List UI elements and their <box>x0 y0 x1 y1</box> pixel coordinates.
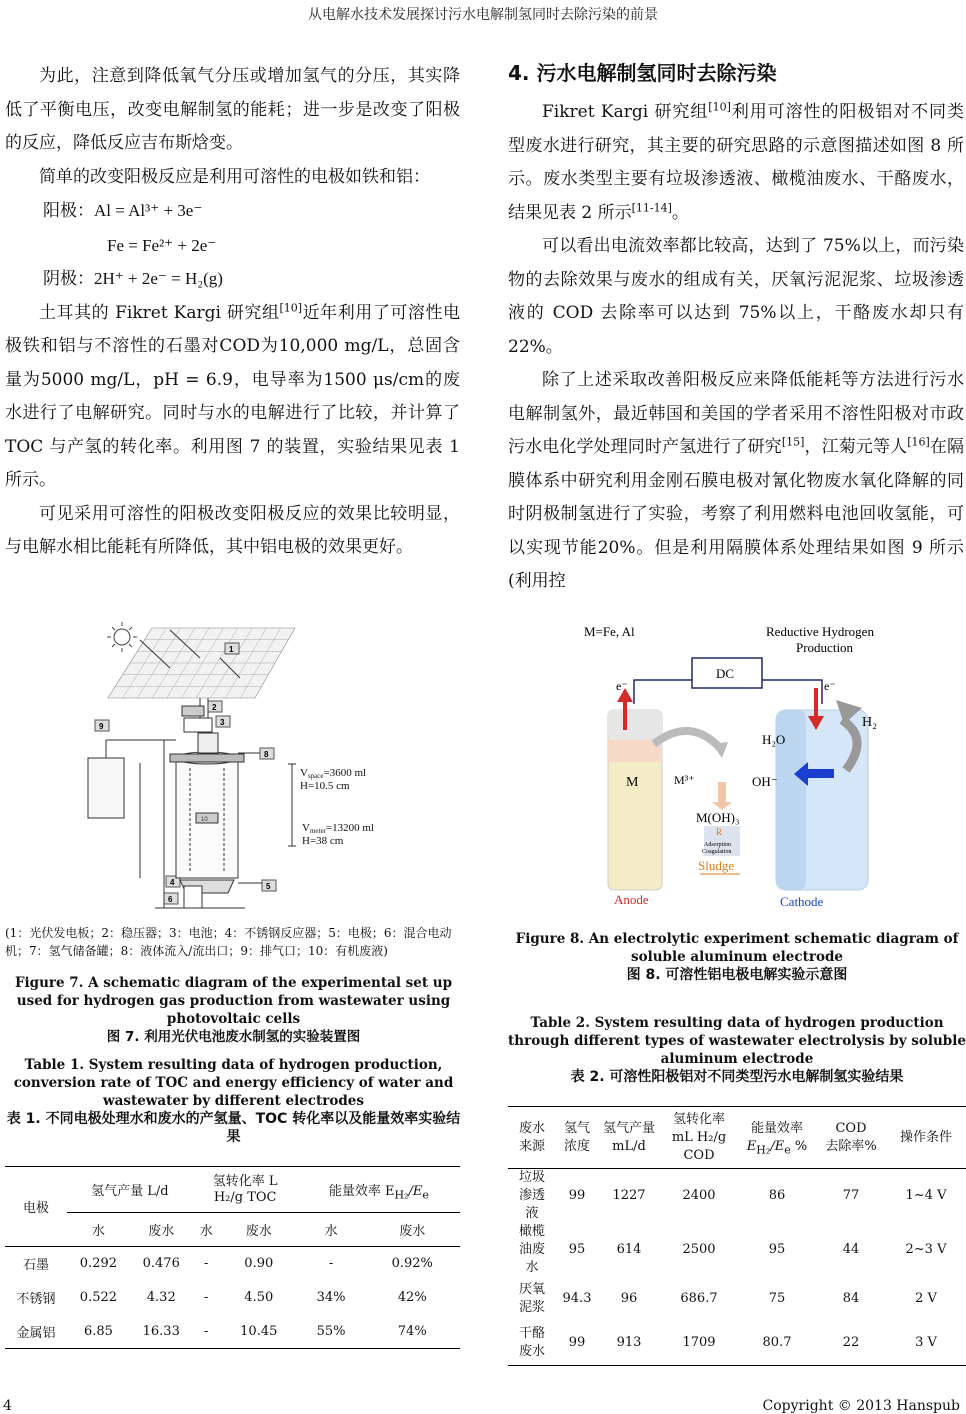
adsorption-label: Adsorption <box>704 842 731 848</box>
cell: 1227 <box>612 1188 646 1203</box>
th-yield: 氢气产量 L/d <box>67 1167 193 1213</box>
cell: 75 <box>768 1291 786 1306</box>
anode-label: 阳极： <box>43 201 94 221</box>
th-conversion-line1: 氢转化率 L <box>212 1173 278 1189</box>
label-3: 3 <box>220 718 225 727</box>
table-row <box>5 1281 460 1315</box>
figure-7-legend-note: (1：光伏发电板；2：稳压器；3：电池；4：不锈钢反应器；5：电极；6：混合电动机；7：氢气储备罐；8：液体流入/流出口；9：排气口；10：有机废液) <box>5 926 452 958</box>
e-right-label: e⁻ <box>824 679 836 693</box>
caption-en: Table 2. System resulting data of hydrogen production through different types of wastewater electrolysis by soluble aluminum electrode <box>508 1015 966 1067</box>
cell: 0.476 <box>142 1256 180 1272</box>
paragraph <box>508 364 964 599</box>
th-line: 氢转化率 <box>672 1111 725 1127</box>
h2o-label: H₂O <box>762 732 786 747</box>
th-yield <box>598 1107 660 1169</box>
m-label: M <box>626 775 639 790</box>
equation-fe: Fe = Fe²⁺ + 2e⁻ <box>107 235 217 255</box>
th-conc <box>556 1107 598 1169</box>
cell: 95 <box>568 1242 586 1257</box>
th-eff-sub: H₂ <box>394 1188 409 1202</box>
label-4: 4 <box>170 878 175 887</box>
cathode-label: 阴极： <box>43 269 94 289</box>
th-eff-div: /E <box>770 1138 785 1154</box>
cell: 86 <box>768 1188 786 1203</box>
cell: 1709 <box>682 1334 716 1350</box>
cell: 77 <box>842 1188 860 1203</box>
hydrogen-tank <box>88 740 176 908</box>
cell: 2500 <box>682 1242 716 1257</box>
page-number: 4 <box>3 1398 12 1414</box>
vmeter-label: Vmeter=13200 ml <box>302 822 374 835</box>
citation: [15] <box>781 435 805 449</box>
caption-zh: 表 2. 可溶性阳极铝对不同类型污水电解制氢实验结果 <box>570 1069 904 1085</box>
e-left-label: e⁻ <box>616 679 628 693</box>
cell: 0.90 <box>244 1256 274 1272</box>
caption-zh: 图 7. 利用光伏电池废水制氢的实验装置图 <box>106 1029 361 1045</box>
mfe-label: M=Fe, Al <box>584 624 635 639</box>
text-span: 除了上述采取改善阳极反应来降低能耗等方法进行污水电解制氢外，最近韩国和美国的学者采用不溶性阳极对市政污水电化学处理同时产氢进行了研究 <box>508 370 964 457</box>
th-waste: 废水 <box>148 1224 175 1239</box>
citation: [11-14] <box>631 200 672 214</box>
th-line: COD <box>683 1147 715 1163</box>
table-row <box>508 1223 966 1277</box>
th-waste: 废水 <box>245 1224 272 1239</box>
text-span: 在隔膜体系中研究利用金刚石膜电极对氰化物废水氧化降解的同时阴极制氢进行了实验，考察了利用燃料电池回收氢能，可以实现节能20%。但是利用隔膜体系处理结果如图 9 所示(利用控 <box>508 437 965 591</box>
paragraph: 可以看出电流效率都比较高，达到了 75%以上，而污染物的去除效果与废水的组成有关，厌氧污泥泥浆、垃圾渗透液的 COD 去除率可以达到 75%以上，干酪废水却只有 22%。 <box>508 236 964 357</box>
cell: 3 V <box>915 1334 937 1350</box>
cell: 614 <box>616 1242 642 1257</box>
th-conversion <box>660 1107 738 1169</box>
th-text: 氢气产量 mL/d <box>602 1120 655 1154</box>
cell: 686.7 <box>680 1291 718 1306</box>
cell: 0.522 <box>79 1290 118 1305</box>
figure-8-electrolysis <box>570 620 930 916</box>
cell: 913 <box>616 1334 642 1350</box>
th-conversion <box>193 1167 298 1213</box>
th-eff-sub2: e <box>784 1143 791 1157</box>
label-8: 8 <box>264 750 269 759</box>
label-1: 1 <box>229 645 234 654</box>
th-line: 能量效率 <box>750 1120 803 1136</box>
cell-text: 厌氧泥浆 <box>518 1282 545 1315</box>
table-row <box>508 1169 966 1224</box>
cell: 1~4 V <box>905 1188 947 1203</box>
figure-7-caption <box>5 974 462 1046</box>
label-10: 10 <box>201 817 208 823</box>
th-water: 水 <box>199 1224 213 1239</box>
cell: 55% <box>316 1323 346 1339</box>
cell: - <box>204 1323 209 1339</box>
text-span: 。 <box>671 202 689 223</box>
label-2: 2 <box>212 703 217 712</box>
label-9: 9 <box>99 722 104 731</box>
cell: 不锈钢 <box>16 1292 56 1307</box>
th-eff-e: E <box>746 1138 757 1154</box>
table-row <box>5 1247 460 1281</box>
section-title: 4. 污水电解制氢同时去除污染 <box>508 61 777 85</box>
cell: 99 <box>568 1188 586 1203</box>
reactor <box>170 733 244 908</box>
text-span: Fikret Kargi 研究组 <box>542 102 709 122</box>
cell: 99 <box>568 1334 586 1350</box>
cathode-label: Cathode <box>780 894 824 909</box>
citation: [10] <box>708 100 731 114</box>
cell: 96 <box>620 1291 638 1306</box>
th-eff-sub2: e <box>422 1188 429 1202</box>
cell: - <box>204 1256 209 1272</box>
cell: 6.85 <box>83 1323 113 1339</box>
text-span: 近年利用了可溶性电极铁和铝与不溶性的石墨对COD为10,000 mg/L，总固含量为5000 mg/L，pH = 6.9，电导率为1500 μs/cm的废水进行了电解研究。同时与水的电解进行了比较，并计算了 TOC 与产氢的转化率。利用图 7 的装置，实验结果见表 1 所示。 <box>5 302 461 490</box>
cell: 2400 <box>682 1188 716 1203</box>
paragraph <box>5 297 460 498</box>
coagulation-label: Coagulation <box>702 849 732 855</box>
label-6: 6 <box>168 895 173 904</box>
text-span: 利用可溶性的阳极铝对不同类型废水进行研究，其主要的研究思路的示意图描述如图 8 所示。废水类型主要有垃圾渗透液、橄榄油废水、干酪废水，结果见表 2 所示 <box>508 102 964 223</box>
label-5: 5 <box>266 882 271 891</box>
cell <box>508 1321 556 1365</box>
table-1 <box>5 1166 460 1349</box>
th-water: 水 <box>91 1224 105 1239</box>
caption-zh: 表 1. 不同电极处理水和废水的产氢量、TOC 转化率以及能量效率实验结果 <box>6 1111 461 1145</box>
cell: 44 <box>842 1242 860 1257</box>
cell-text: 橄榄油废水 <box>518 1224 545 1275</box>
table-2-caption <box>508 1014 966 1086</box>
caption-en: Table 1. System resulting data of hydrogen production, conversion rate of TOC and energy efficiency of water and wastewater by different electrodes <box>13 1057 454 1109</box>
th-conversion-line2: H₂/g TOC <box>213 1189 277 1205</box>
oh-label: OH⁻ <box>752 774 778 789</box>
th-line <box>738 1138 816 1156</box>
table-row <box>508 1321 966 1365</box>
th-water: 水 <box>324 1224 338 1239</box>
text-span: ，江菊元等人 <box>804 437 908 457</box>
moh3-label: M(OH)₃ <box>696 810 740 825</box>
cell <box>508 1277 556 1321</box>
th-eff-pct: % <box>790 1138 808 1154</box>
curved-arrow-icon <box>654 731 720 748</box>
figure-7-apparatus <box>80 618 460 918</box>
th-line: mL H₂/g <box>671 1129 727 1145</box>
equation-h: 2H⁺ + 2e⁻ = H₂(g) <box>94 269 223 288</box>
th-text: 氢气浓度 <box>563 1120 590 1154</box>
th-waste: 废水 <box>399 1224 426 1239</box>
cell: 石墨 <box>22 1258 49 1274</box>
cell: 10.45 <box>240 1323 278 1339</box>
cell: 16.33 <box>142 1323 180 1339</box>
th-eff-text: 能量效率 E <box>328 1184 395 1199</box>
th-efficiency <box>738 1107 816 1169</box>
cell: 0.292 <box>79 1256 118 1272</box>
running-header: 从电解水技术发展探讨污水电解制氢同时去除污染的前景 <box>308 7 658 23</box>
cell: 95 <box>768 1242 786 1257</box>
regulator <box>182 706 204 716</box>
paragraph: 可见采用可溶性的阳极改变阳极反应的效果比较明显，与电解水相比能耗有所降低，其中铝电极的效果更好。 <box>5 503 460 557</box>
cell: 34% <box>316 1290 346 1305</box>
cell: - <box>204 1290 209 1305</box>
cell: 2~3 V <box>905 1242 947 1257</box>
battery <box>184 718 212 732</box>
caption-en: Figure 7. A schematic diagram of the experimental set up used for hydrogen gas production from wastewater using photovoltaic cells <box>14 975 453 1027</box>
cell: 4.32 <box>146 1290 176 1305</box>
right-column <box>508 56 964 599</box>
table-row <box>5 1315 460 1349</box>
table-row <box>508 1277 966 1321</box>
cell: 84 <box>842 1291 860 1306</box>
th-condition: 操作条件 <box>899 1129 952 1145</box>
h1-label: H=10.5 cm <box>300 780 350 792</box>
cell: 80.7 <box>762 1334 792 1350</box>
th-source <box>508 1107 556 1169</box>
citation: [10] <box>279 300 303 314</box>
th-eff-sub: H₂ <box>756 1143 771 1157</box>
cell-text: 垃圾渗透液 <box>518 1170 545 1221</box>
text-span: 土耳其的 Fikret Kargi 研究组 <box>39 302 280 323</box>
r-label: R <box>716 827 723 837</box>
th-eff-div: /E <box>408 1184 423 1199</box>
dc-label: DC <box>716 666 735 681</box>
sludge-label: Sludge <box>698 858 735 873</box>
equation-anode-al <box>5 194 460 229</box>
cell <box>508 1223 556 1277</box>
th-electrode: 电极 <box>5 1167 67 1247</box>
table-2 <box>508 1106 966 1366</box>
h2-label: H=38 cm <box>302 835 344 847</box>
paragraph: 简单的改变阳极反应是利用可溶性的电极如铁和铝： <box>39 166 430 187</box>
title-line2: Production <box>796 640 854 655</box>
paragraph <box>508 96 964 230</box>
anode-label: Anode <box>614 892 649 907</box>
cell-text: 干酪废水 <box>518 1325 545 1359</box>
cell: 94.3 <box>562 1291 592 1306</box>
equation-al: Al = Al³⁺ + 3e⁻ <box>94 201 203 220</box>
caption-en: Figure 8. An electrolytic experiment schematic diagram of soluble aluminum electrode <box>515 931 959 965</box>
paragraph: 为此，注意到降低氧气分压或增加氢气的分压，其实降低了平衡电压，改变电解制氢的能耗；进一步是改变了阳极的反应，降低反应吉布斯焓变。 <box>5 66 460 153</box>
left-column <box>5 60 460 565</box>
citation: [16] <box>907 435 930 449</box>
sun-icon <box>107 622 137 652</box>
th-line: COD <box>835 1120 867 1136</box>
h2-label: H₂ <box>862 715 877 730</box>
table-1-caption <box>5 1056 462 1146</box>
cell: 42% <box>397 1290 427 1305</box>
cell: 2 V <box>915 1291 937 1306</box>
m3-label: M³⁺ <box>674 773 695 787</box>
th-cod <box>816 1107 886 1169</box>
caption-zh: 图 8. 可溶性铝电极电解实验示意图 <box>626 967 848 983</box>
title-line1: Reductive Hydrogen <box>766 624 874 639</box>
copyright: Copyright © 2013 Hanspub <box>762 1398 960 1414</box>
th-line: 去除率% <box>825 1138 877 1154</box>
equation-cathode <box>5 262 460 297</box>
figure-8-caption <box>508 930 966 984</box>
cell: 22 <box>842 1334 860 1350</box>
cell: - <box>328 1256 334 1272</box>
cell: 4.50 <box>244 1290 274 1305</box>
cell: 0.92% <box>391 1256 433 1272</box>
th-efficiency <box>298 1167 460 1213</box>
vspace-label: Vspace=3600 ml <box>300 767 367 780</box>
cell: 金属铝 <box>16 1325 56 1341</box>
cell: 74% <box>397 1323 427 1339</box>
th-text: 废水来源 <box>518 1120 545 1154</box>
cell <box>508 1169 556 1224</box>
